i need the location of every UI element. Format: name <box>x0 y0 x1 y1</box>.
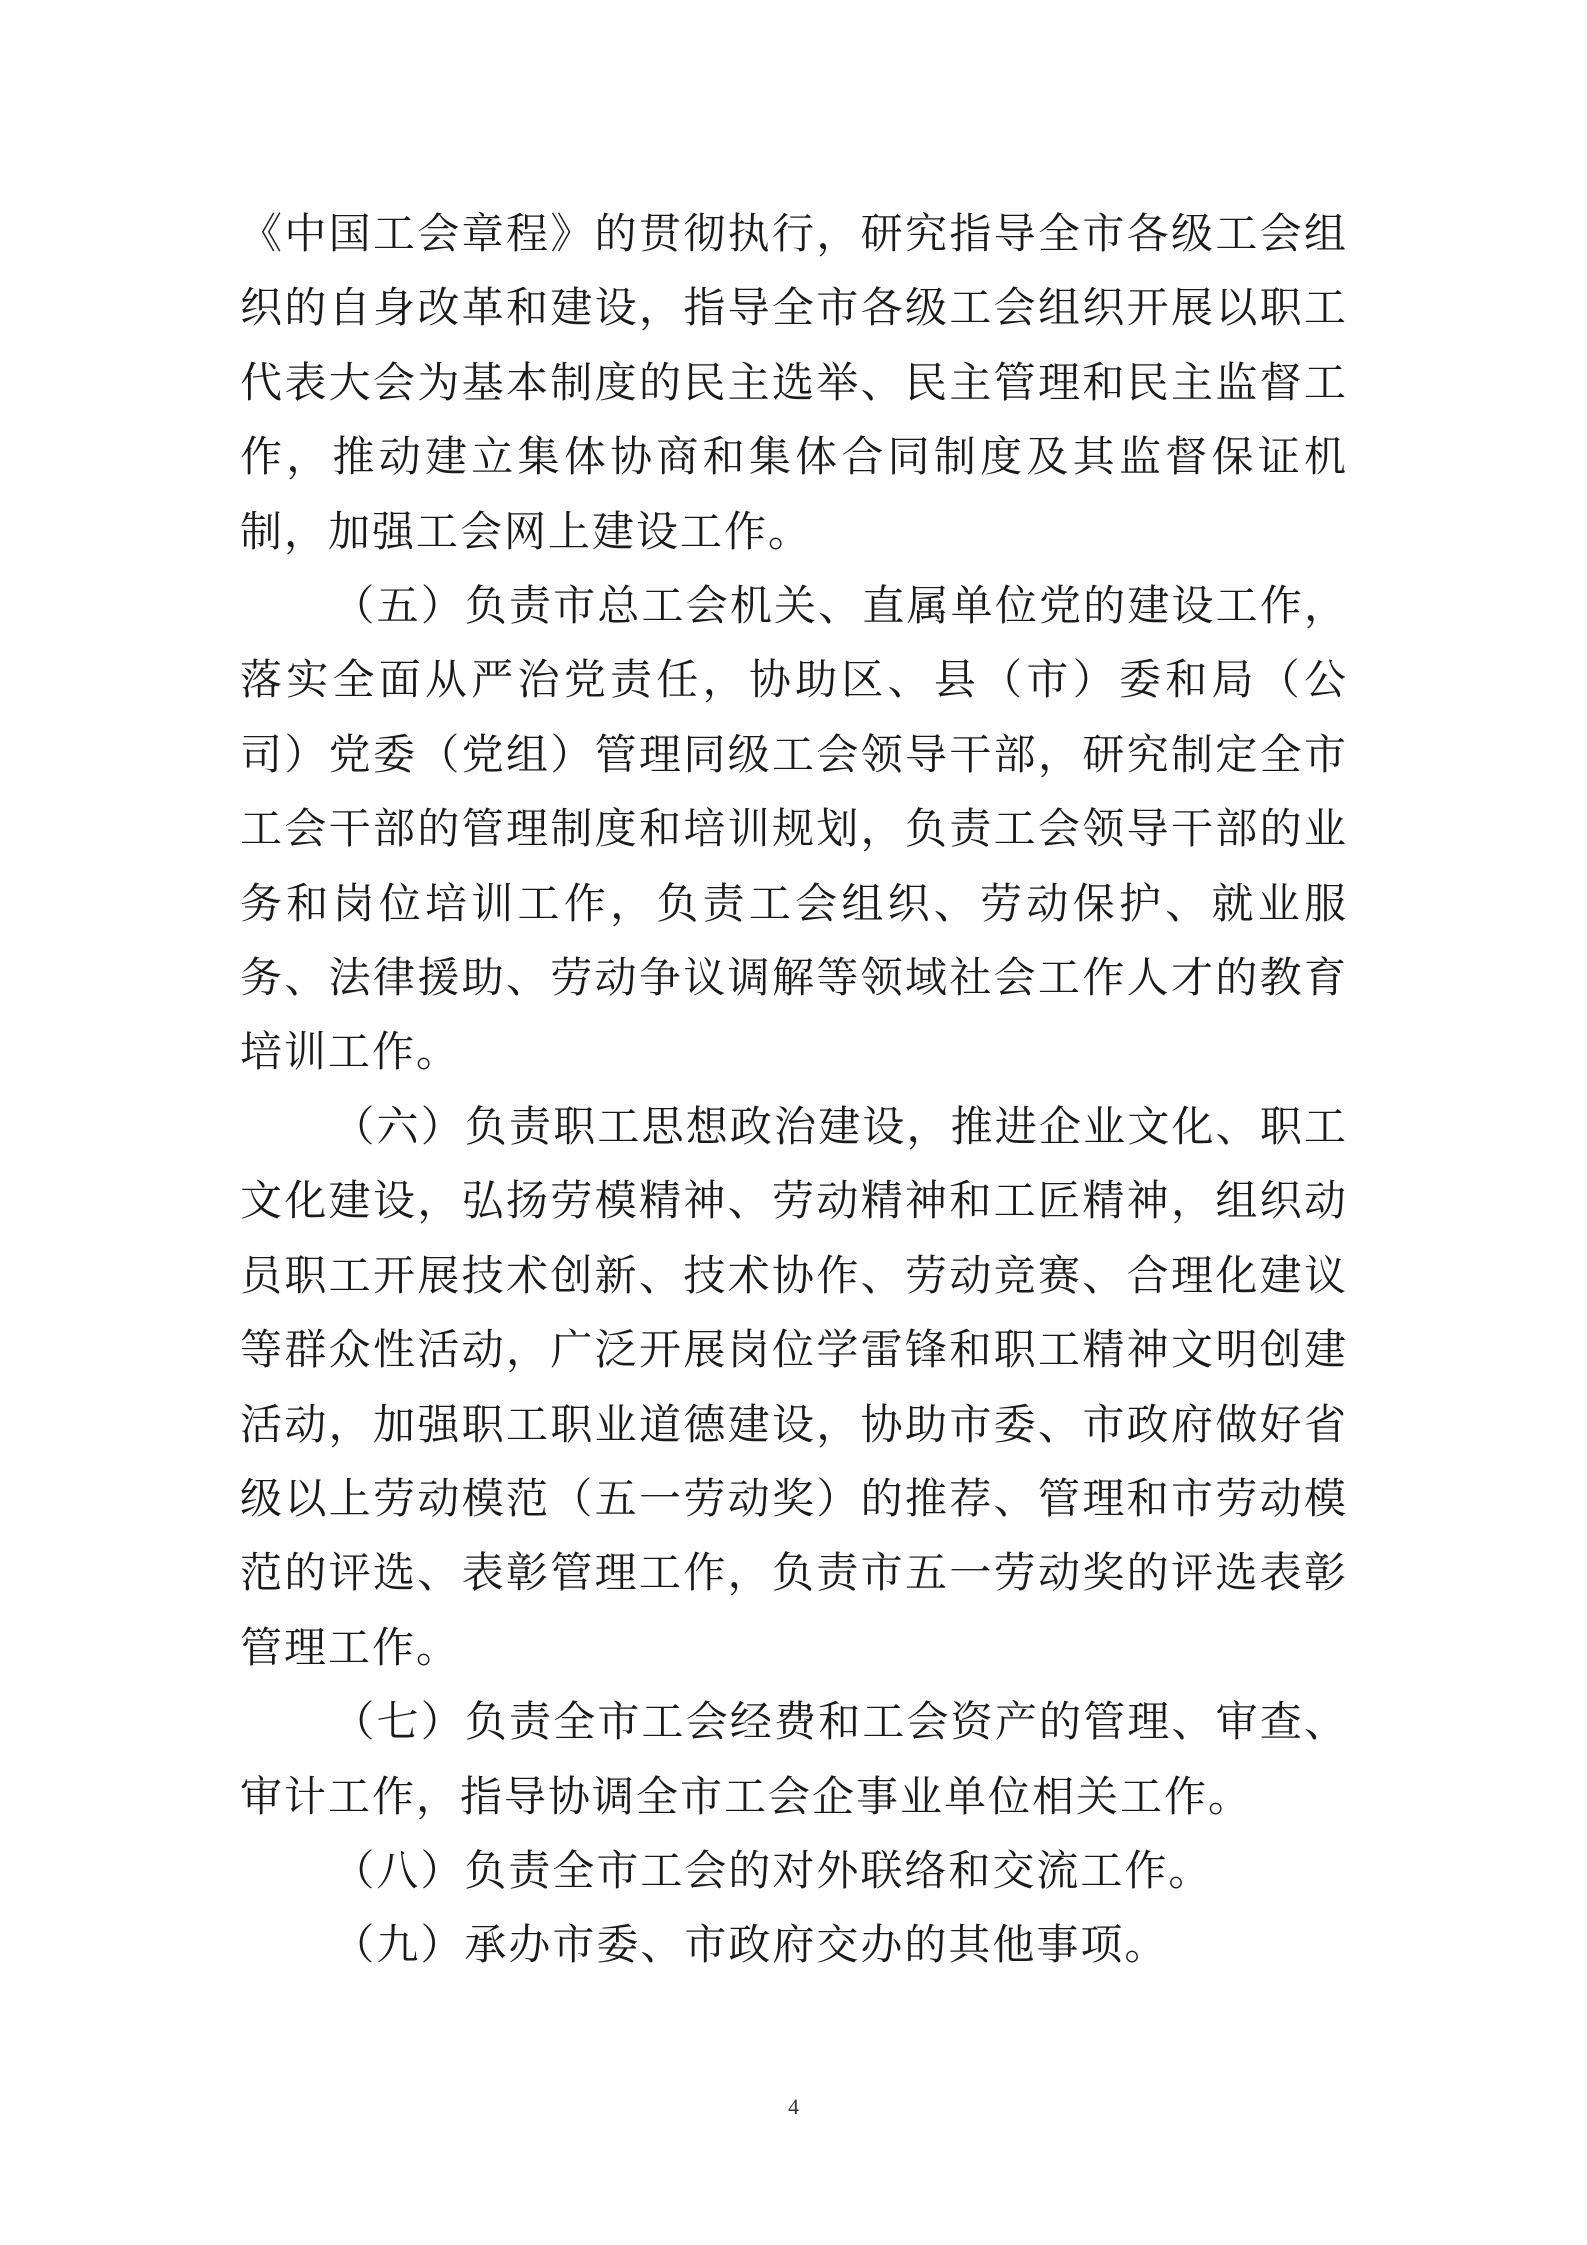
paragraph-item-5: （五）负责市总工会机关、直属单位党的建设工作，落实全面从严治党责任，协助区、县（市）委和局（公司）党委（党组）管理同级工会领导干部，研究制定全市工会干部的管理制度和培训规划，负责工会领导干部的业务和岗位培训工作，负责工会组织、劳动保护、就业服务、法律援助、劳动争议调解等领域社会工作人才的教育培训工作。 <box>240 581 1348 1077</box>
page-number: 4 <box>788 2094 799 2119</box>
document-body <box>240 197 1348 1983</box>
paragraph-item-6: （六）负责职工思想政治建设，推进企业文化、职工文化建设，弘扬劳模精神、劳动精神和工匠精神，组织动员职工开展技术创新、技术协作、劳动竞赛、合理化建议等群众性活动，广泛开展岗位学雷锋和职工精神文明创建活动，加强职工职业道德建设，协助市委、市政府做好省级以上劳动模范（五一劳动奖）的推荐、管理和市劳动模范的评选、表彰管理工作，负责市五一劳动奖的评选表彰管理工作。 <box>240 1101 1348 1672</box>
paragraph-item-7: （七）负责全市工会经费和工会资产的管理、审查、审计工作，指导协调全市工会企事业单位相关工作。 <box>240 1697 1348 1821</box>
paragraph-item-9: （九）承办市委、市政府交办的其他事项。 <box>332 1920 1169 1970</box>
paragraph-item-8: （八）负责全市工会的对外联络和交流工作。 <box>332 1845 1213 1895</box>
paragraph-continued: 《中国工会章程》的贯彻执行，研究指导全市各级工会组织的自身改革和建设，指导全市各级工会组织开展以职工代表大会为基本制度的民主选举、民主管理和民主监督工作，推动建立集体协商和集体合同制度及其监督保证机制，加强工会网上建设工作。 <box>240 209 1348 556</box>
